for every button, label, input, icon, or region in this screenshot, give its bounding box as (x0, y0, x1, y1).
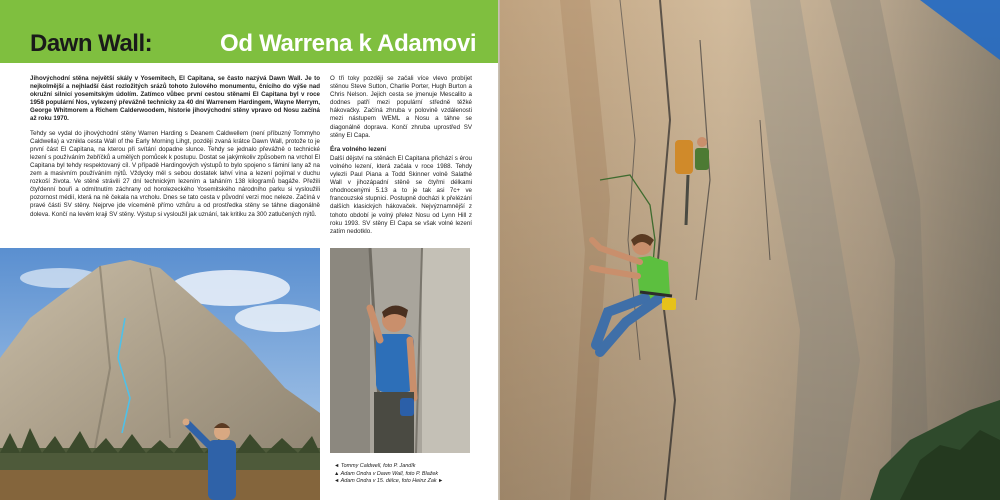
section-subheading: Éra volného lezení (330, 145, 387, 153)
text-column-right (330, 75, 472, 242)
body-paragraph-2: O tři toky později se začali více vlevo probíjet stěnou Steve Sutton, Charlie Porter, Hugh Burton a Chris Nelson. Jejich cesta se jmenuje Mescalito a dodnes patří mezi populární středně těžké hákovačky. Začíná zhruba v polovině vzdálenosti mezi nástupem WEML a Nosu a táhne se diagonálně doprava. Končí zhruba uprostřed SV stěny El Capa. (330, 75, 472, 139)
el-capitan-photo (0, 248, 320, 500)
caption-2: ▲ Adam Ondra v Dawn Wall, foto P. Blažek (334, 470, 439, 477)
text-column-left (30, 75, 320, 225)
body-paragraph-3: Další dějství na stěnách El Capitana přichází s érou volného lezení, která začala v roce 1988. Tehdy vylezli Paul Piana a Todd Skinner volně Salathé Wall v jihozápadní stěně se čtyřmi délkami ohodnocenými 5.13 a to je tak asi 7c+ ve francouzské stupnici. Postupně docházi k přelézání dalších klasických hákovaček. Nejvýznamnější z tohoto období je volný přelez Nosu od Lynn Hill z roku 1993. SV stěny El Capa se však volné lezení zatím nedotklo. (330, 154, 472, 235)
article-subtitle: Od Warrena k Adamovi (220, 30, 477, 57)
body-paragraph-1: Tehdy se vydal do jihovýchodní stěny Warren Harding s Deanem Caldwellem (není příbuzný Tommyho Caldwella) a vznikla cesta Wall of the Early Morning Lihgt, později zvaná krátce Dawn Wall, protože to je první část El Capitana, na kterou při svítání dopadne slunce. Tehdy se jednalo převážně o technické lezení s používáním žebříčků a umělých pomůcek k postupu. Dostat se jakýmkoliv způsobem na vrchol El Capitana byl tehdy respektovaný cíl. V případě Hardingových výstupů to bylo spojeno s fáminí lany až na zem a masivním používáním nýtů. Vždycky měl s sebou dostatek lahví vína a lezení pojímal v duchu rozkoší života. Ve stěně strávili 27 dní technickým lezením a taháním 138 kilogramů bagáže. Přežili čtyřdenní bouři a odmítnutím záchrany od horolezeckého Yosemitského národního parku si vysloužili pozornost médií, která na ně čekala na vrcholu. Dnes se tato cesta v původní verzi moc neleze. Začíná v pravé části SV stěny. Nejprve jde víceméně přímo vzhůru a od prostředka stěny se táhne diagonálně doleva. Končí na levém kraji SV stěny. Výstup si vysloužil jak uznání, tak kritiku za 300 zatlučených nýtů. (30, 129, 320, 218)
article-title: Dawn Wall: (30, 30, 153, 57)
tommy-caldwell-photo (330, 248, 470, 453)
right-page-photo (500, 0, 1000, 500)
photo-captions (334, 463, 494, 486)
caption-3: ◄ Adam Ondra v 15. délce, foto Heinz Zak ► (334, 478, 444, 485)
lead-paragraph: Jihovýchodní stěna největší skály v Yosemitech, El Capitana, se často nazývá Dawn Wall. Je to nejkolmější a nejhladší část rozložitých srázů tohoto žulového monumentu, čnícího do výše nad okružní silnicí yosemitským údolím. Zatímco vůbec první cestou stěnami El Capitana byl v roce 1958 populární Nos, vylezený převážně technicky za 40 dní Warrenem Hardingem, Wayne Merrym, George Whitmorem a Richem Calderwoodem, historie jihovýchodní stěny vpravo od Nosu začíná až roku 1970. (30, 75, 320, 123)
caption-1: ◄ Tommy Caldwell, foto P. Jandík (334, 463, 416, 469)
